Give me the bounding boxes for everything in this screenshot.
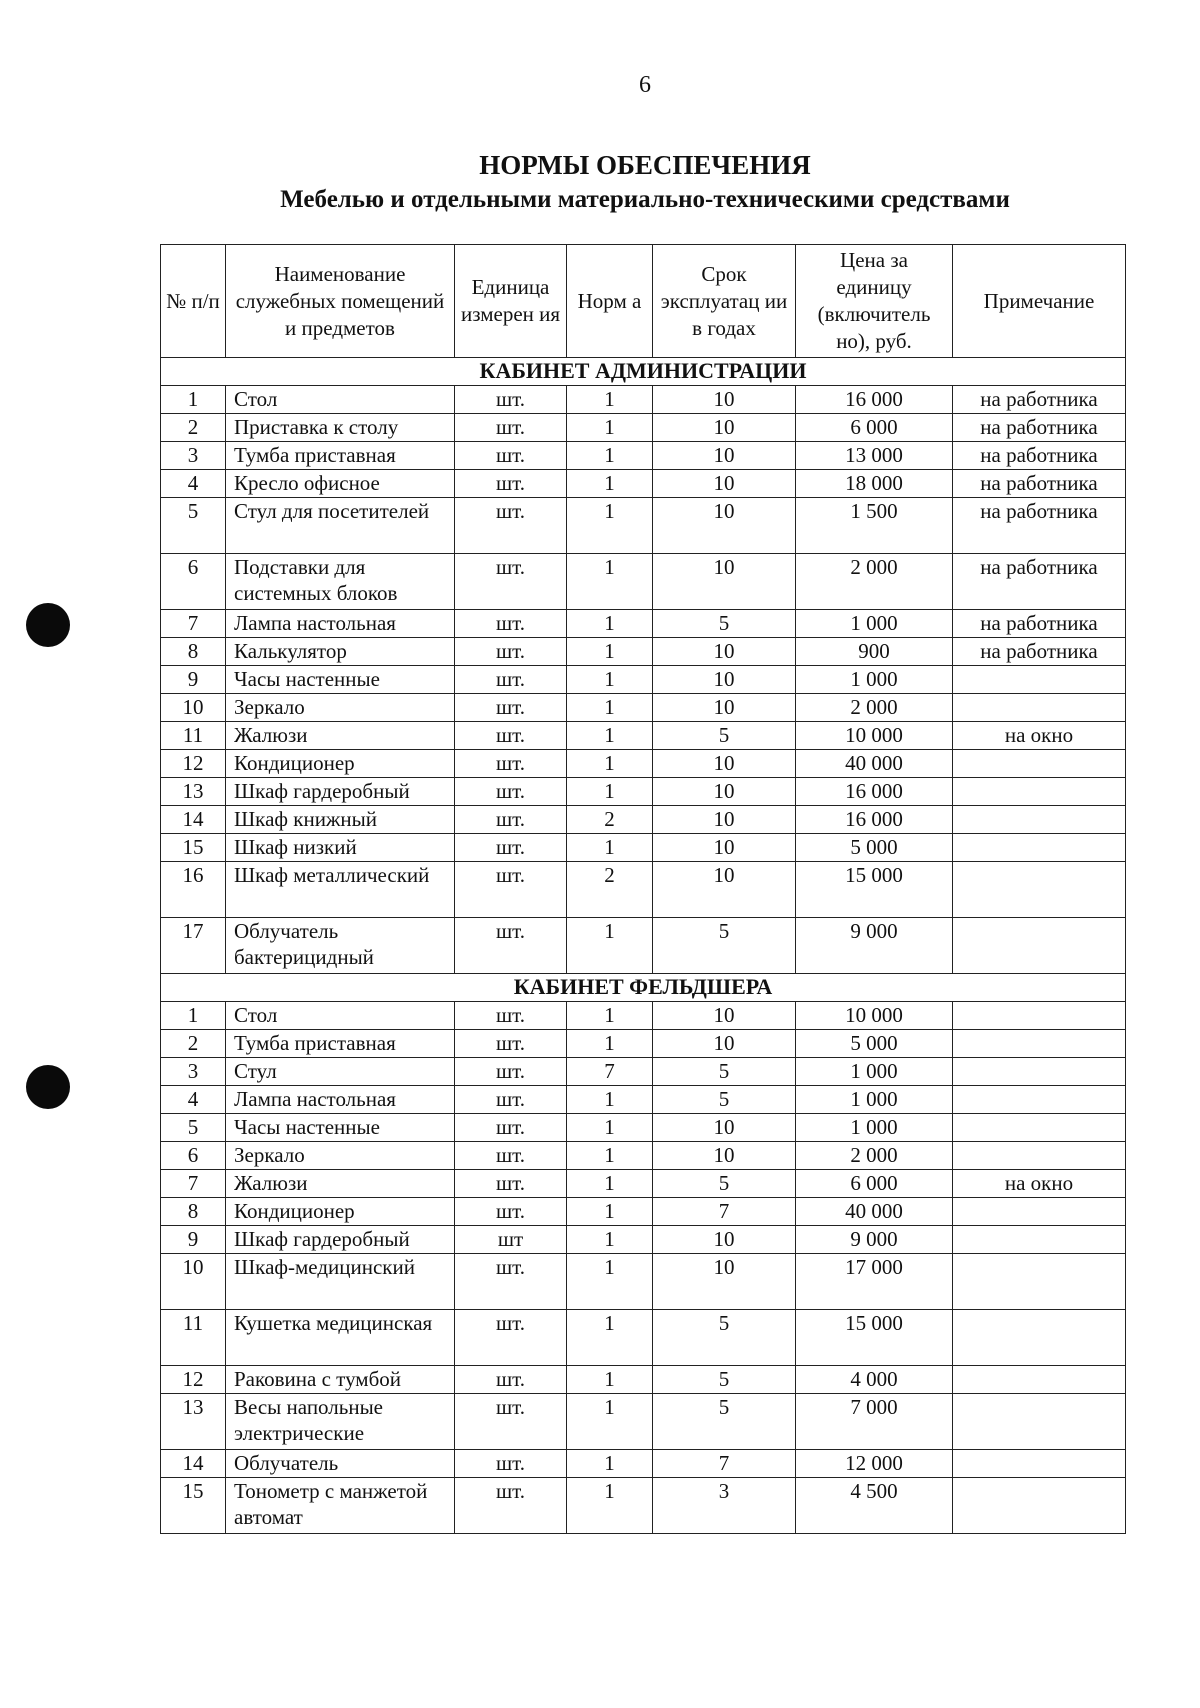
cell-norm: 1 (567, 666, 653, 694)
cell-num: 9 (161, 666, 226, 694)
table-row (161, 834, 1126, 862)
cell-norm: 1 (567, 638, 653, 666)
cell-note (953, 1310, 1126, 1366)
cell-life: 10 (653, 442, 796, 470)
header-life: Срок эксплуатац ии в годах (653, 245, 796, 358)
cell-price: 1 500 (796, 498, 953, 554)
cell-price: 1 000 (796, 1114, 953, 1142)
document-subtitle: Мебелью и отдельными материально-техническими средствами (280, 186, 1010, 213)
cell-unit: шт. (455, 1170, 567, 1198)
table-row (161, 862, 1126, 918)
cell-price: 12 000 (796, 1450, 953, 1478)
cell-unit: шт. (455, 1058, 567, 1086)
cell-price: 5 000 (796, 834, 953, 862)
table-row (161, 1198, 1126, 1226)
cell-life: 3 (653, 1478, 796, 1534)
table-row (161, 722, 1126, 750)
cell-price: 2 000 (796, 1142, 953, 1170)
cell-price: 10 000 (796, 722, 953, 750)
cell-norm: 1 (567, 1226, 653, 1254)
cell-norm: 1 (567, 1478, 653, 1534)
cell-life: 10 (653, 638, 796, 666)
cell-life: 10 (653, 1002, 796, 1030)
cell-note: на окно (953, 1170, 1126, 1198)
cell-name: Лампа настольная (226, 610, 455, 638)
table-row (161, 1394, 1126, 1450)
cell-name: Жалюзи (226, 1170, 455, 1198)
cell-name: Кондиционер (226, 750, 455, 778)
cell-name: Кондиционер (226, 1198, 455, 1226)
cell-name: Облучатель (226, 1450, 455, 1478)
cell-num: 3 (161, 442, 226, 470)
cell-name: Жалюзи (226, 722, 455, 750)
cell-unit: шт (455, 1226, 567, 1254)
cell-num: 7 (161, 610, 226, 638)
cell-norm: 1 (567, 1086, 653, 1114)
cell-price: 13 000 (796, 442, 953, 470)
cell-unit: шт. (455, 722, 567, 750)
cell-life: 10 (653, 778, 796, 806)
cell-note (953, 1226, 1126, 1254)
cell-num: 3 (161, 1058, 226, 1086)
cell-price: 2 000 (796, 554, 953, 610)
cell-num: 9 (161, 1226, 226, 1254)
cell-price: 1 000 (796, 1086, 953, 1114)
cell-note (953, 918, 1126, 974)
cell-price: 40 000 (796, 1198, 953, 1226)
cell-price: 16 000 (796, 386, 953, 414)
header-name: Наименование служебных помещений и предметов (226, 245, 455, 358)
cell-price: 16 000 (796, 806, 953, 834)
cell-price: 10 000 (796, 1002, 953, 1030)
cell-norm: 1 (567, 1030, 653, 1058)
table-row (161, 1310, 1126, 1366)
cell-norm: 1 (567, 722, 653, 750)
cell-price: 2 000 (796, 694, 953, 722)
cell-name: Зеркало (226, 694, 455, 722)
cell-unit: шт. (455, 694, 567, 722)
cell-name: Зеркало (226, 1142, 455, 1170)
cell-note (953, 666, 1126, 694)
cell-life: 10 (653, 834, 796, 862)
cell-num: 8 (161, 1198, 226, 1226)
cell-price: 6 000 (796, 1170, 953, 1198)
cell-norm: 1 (567, 694, 653, 722)
cell-name: Стол (226, 1002, 455, 1030)
header-norm: Норм а (567, 245, 653, 358)
cell-name: Стол (226, 386, 455, 414)
cell-life: 5 (653, 918, 796, 974)
cell-life: 10 (653, 694, 796, 722)
cell-norm: 1 (567, 498, 653, 554)
cell-life: 7 (653, 1450, 796, 1478)
cell-norm: 2 (567, 806, 653, 834)
table-row (161, 666, 1126, 694)
cell-norm: 1 (567, 1142, 653, 1170)
table-row (161, 694, 1126, 722)
cell-life: 5 (653, 1170, 796, 1198)
punch-hole (26, 603, 70, 647)
cell-unit: шт. (455, 1002, 567, 1030)
cell-price: 1 000 (796, 666, 953, 694)
cell-norm: 1 (567, 1254, 653, 1310)
cell-norm: 1 (567, 1114, 653, 1142)
cell-price: 9 000 (796, 1226, 953, 1254)
table-header-row (161, 245, 1126, 358)
cell-price: 7 000 (796, 1394, 953, 1450)
table-row (161, 610, 1126, 638)
cell-unit: шт. (455, 1254, 567, 1310)
cell-norm: 1 (567, 1310, 653, 1366)
table-body (161, 358, 1126, 1534)
page-number: 6 (639, 72, 651, 98)
section-header-row (161, 974, 1126, 1002)
norms-table (160, 244, 1126, 1534)
cell-note (953, 1394, 1126, 1450)
cell-unit: шт. (455, 1478, 567, 1534)
cell-unit: шт. (455, 862, 567, 918)
cell-name: Тумба приставная (226, 1030, 455, 1058)
header-price: Цена за единицу (включитель но), руб. (796, 245, 953, 358)
cell-life: 5 (653, 1310, 796, 1366)
cell-unit: шт. (455, 470, 567, 498)
cell-norm: 1 (567, 610, 653, 638)
cell-num: 13 (161, 1394, 226, 1450)
cell-name: Тонометр с манжетой автомат (226, 1478, 455, 1534)
cell-num: 17 (161, 918, 226, 974)
cell-life: 5 (653, 722, 796, 750)
cell-num: 1 (161, 386, 226, 414)
cell-num: 11 (161, 1310, 226, 1366)
cell-name: Калькулятор (226, 638, 455, 666)
cell-unit: шт. (455, 806, 567, 834)
cell-unit: шт. (455, 778, 567, 806)
cell-name: Лампа настольная (226, 1086, 455, 1114)
cell-name: Шкаф гардеробный (226, 778, 455, 806)
cell-norm: 1 (567, 442, 653, 470)
table-row (161, 498, 1126, 554)
cell-life: 10 (653, 666, 796, 694)
cell-unit: шт. (455, 666, 567, 694)
cell-num: 6 (161, 1142, 226, 1170)
cell-name: Тумба приставная (226, 442, 455, 470)
cell-unit: шт. (455, 498, 567, 554)
cell-price: 5 000 (796, 1030, 953, 1058)
table-row (161, 1478, 1126, 1534)
cell-num: 11 (161, 722, 226, 750)
cell-name: Стул (226, 1058, 455, 1086)
cell-name: Кушетка медицинская (226, 1310, 455, 1366)
cell-note (953, 1254, 1126, 1310)
cell-life: 10 (653, 1142, 796, 1170)
cell-life: 10 (653, 554, 796, 610)
cell-name: Часы настенные (226, 666, 455, 694)
cell-unit: шт. (455, 1086, 567, 1114)
cell-price: 4 000 (796, 1366, 953, 1394)
cell-note: на работника (953, 442, 1126, 470)
cell-price: 15 000 (796, 1310, 953, 1366)
punch-hole (26, 1065, 70, 1109)
cell-unit: шт. (455, 638, 567, 666)
cell-num: 4 (161, 1086, 226, 1114)
cell-num: 16 (161, 862, 226, 918)
cell-price: 17 000 (796, 1254, 953, 1310)
document-title: НОРМЫ ОБЕСПЕЧЕНИЯ (479, 150, 811, 180)
cell-note (953, 750, 1126, 778)
cell-num: 5 (161, 1114, 226, 1142)
cell-note (953, 1058, 1126, 1086)
cell-price: 16 000 (796, 778, 953, 806)
cell-unit: шт. (455, 1366, 567, 1394)
cell-note: на работника (953, 610, 1126, 638)
cell-unit: шт. (455, 1394, 567, 1450)
cell-num: 15 (161, 1478, 226, 1534)
cell-life: 10 (653, 750, 796, 778)
cell-unit: шт. (455, 610, 567, 638)
cell-unit: шт. (455, 1142, 567, 1170)
cell-name: Подставки для системных блоков (226, 554, 455, 610)
cell-unit: шт. (455, 834, 567, 862)
cell-unit: шт. (455, 750, 567, 778)
cell-life: 10 (653, 1254, 796, 1310)
cell-norm: 1 (567, 750, 653, 778)
cell-note: на работника (953, 554, 1126, 610)
table-row (161, 386, 1126, 414)
cell-note (953, 1086, 1126, 1114)
cell-life: 10 (653, 1114, 796, 1142)
cell-note (953, 834, 1126, 862)
cell-price: 4 500 (796, 1478, 953, 1534)
table-row (161, 470, 1126, 498)
table-row (161, 778, 1126, 806)
cell-price: 1 000 (796, 610, 953, 638)
cell-name: Шкаф низкий (226, 834, 455, 862)
cell-num: 4 (161, 470, 226, 498)
cell-num: 1 (161, 1002, 226, 1030)
cell-life: 5 (653, 1086, 796, 1114)
cell-norm: 1 (567, 414, 653, 442)
table-row (161, 1086, 1126, 1114)
cell-num: 5 (161, 498, 226, 554)
header-unit: Единица измерен ия (455, 245, 567, 358)
cell-name: Шкаф книжный (226, 806, 455, 834)
cell-life: 10 (653, 414, 796, 442)
cell-name: Шкаф-медицинский (226, 1254, 455, 1310)
cell-norm: 1 (567, 834, 653, 862)
cell-life: 10 (653, 386, 796, 414)
cell-num: 13 (161, 778, 226, 806)
cell-note: на окно (953, 722, 1126, 750)
cell-price: 9 000 (796, 918, 953, 974)
cell-unit: шт. (455, 1450, 567, 1478)
cell-price: 6 000 (796, 414, 953, 442)
cell-note: на работника (953, 386, 1126, 414)
cell-note (953, 1002, 1126, 1030)
cell-unit: шт. (455, 1030, 567, 1058)
cell-life: 7 (653, 1198, 796, 1226)
cell-num: 15 (161, 834, 226, 862)
cell-num: 8 (161, 638, 226, 666)
cell-norm: 1 (567, 1198, 653, 1226)
cell-name: Приставка к столу (226, 414, 455, 442)
table-row (161, 1058, 1126, 1086)
cell-norm: 1 (567, 1366, 653, 1394)
cell-price: 1 000 (796, 1058, 953, 1086)
table-row (161, 1170, 1126, 1198)
cell-life: 5 (653, 1366, 796, 1394)
cell-price: 40 000 (796, 750, 953, 778)
table-row (161, 1142, 1126, 1170)
cell-norm: 1 (567, 386, 653, 414)
section-title: КАБИНЕТ АДМИНИСТРАЦИИ (161, 358, 1126, 386)
cell-norm: 2 (567, 862, 653, 918)
cell-note: на работника (953, 414, 1126, 442)
cell-note (953, 1450, 1126, 1478)
cell-num: 10 (161, 694, 226, 722)
cell-note (953, 1478, 1126, 1534)
table-row (161, 1114, 1126, 1142)
table-row (161, 918, 1126, 974)
table-row (161, 1254, 1126, 1310)
cell-note (953, 1142, 1126, 1170)
cell-num: 6 (161, 554, 226, 610)
cell-note: на работника (953, 638, 1126, 666)
cell-unit: шт. (455, 414, 567, 442)
cell-note (953, 1114, 1126, 1142)
cell-norm: 7 (567, 1058, 653, 1086)
header-note: Примечание (953, 245, 1126, 358)
table-row (161, 1226, 1126, 1254)
cell-name: Кресло офисное (226, 470, 455, 498)
cell-name: Раковина с тумбой (226, 1366, 455, 1394)
section-title: КАБИНЕТ ФЕЛЬДШЕРА (161, 974, 1126, 1002)
cell-num: 2 (161, 414, 226, 442)
cell-name: Шкаф металлический (226, 862, 455, 918)
section-header-row (161, 358, 1126, 386)
cell-name: Шкаф гардеробный (226, 1226, 455, 1254)
cell-norm: 1 (567, 918, 653, 974)
cell-note (953, 862, 1126, 918)
cell-unit: шт. (455, 1310, 567, 1366)
cell-norm: 1 (567, 1170, 653, 1198)
cell-num: 14 (161, 1450, 226, 1478)
cell-norm: 1 (567, 778, 653, 806)
cell-life: 10 (653, 1226, 796, 1254)
cell-norm: 1 (567, 1002, 653, 1030)
cell-unit: шт. (455, 386, 567, 414)
cell-norm: 1 (567, 1394, 653, 1450)
table-row (161, 806, 1126, 834)
cell-num: 12 (161, 1366, 226, 1394)
cell-num: 12 (161, 750, 226, 778)
cell-life: 10 (653, 498, 796, 554)
cell-note (953, 1198, 1126, 1226)
table-row (161, 414, 1126, 442)
cell-name: Стул для посетителей (226, 498, 455, 554)
cell-note: на работника (953, 470, 1126, 498)
table-row (161, 750, 1126, 778)
table-row (161, 1002, 1126, 1030)
cell-num: 14 (161, 806, 226, 834)
cell-life: 5 (653, 1058, 796, 1086)
cell-unit: шт. (455, 918, 567, 974)
cell-norm: 1 (567, 554, 653, 610)
cell-unit: шт. (455, 554, 567, 610)
cell-note (953, 806, 1126, 834)
cell-life: 5 (653, 610, 796, 638)
cell-unit: шт. (455, 1198, 567, 1226)
cell-price: 900 (796, 638, 953, 666)
table-row (161, 1450, 1126, 1478)
cell-price: 18 000 (796, 470, 953, 498)
cell-note (953, 694, 1126, 722)
cell-unit: шт. (455, 1114, 567, 1142)
header-num: № п/п (161, 245, 226, 358)
table-row (161, 442, 1126, 470)
table-row (161, 1366, 1126, 1394)
cell-life: 5 (653, 1394, 796, 1450)
cell-note (953, 778, 1126, 806)
table-row (161, 1030, 1126, 1058)
cell-num: 2 (161, 1030, 226, 1058)
cell-name: Облучатель бактерицидный (226, 918, 455, 974)
table-row (161, 554, 1126, 610)
cell-unit: шт. (455, 442, 567, 470)
cell-name: Весы напольные электрические (226, 1394, 455, 1450)
cell-life: 10 (653, 862, 796, 918)
cell-note (953, 1366, 1126, 1394)
cell-life: 10 (653, 470, 796, 498)
cell-life: 10 (653, 1030, 796, 1058)
table-row (161, 638, 1126, 666)
cell-price: 15 000 (796, 862, 953, 918)
cell-norm: 1 (567, 1450, 653, 1478)
cell-life: 10 (653, 806, 796, 834)
cell-num: 10 (161, 1254, 226, 1310)
cell-num: 7 (161, 1170, 226, 1198)
cell-note: на работника (953, 498, 1126, 554)
cell-norm: 1 (567, 470, 653, 498)
cell-note (953, 1030, 1126, 1058)
cell-name: Часы настенные (226, 1114, 455, 1142)
